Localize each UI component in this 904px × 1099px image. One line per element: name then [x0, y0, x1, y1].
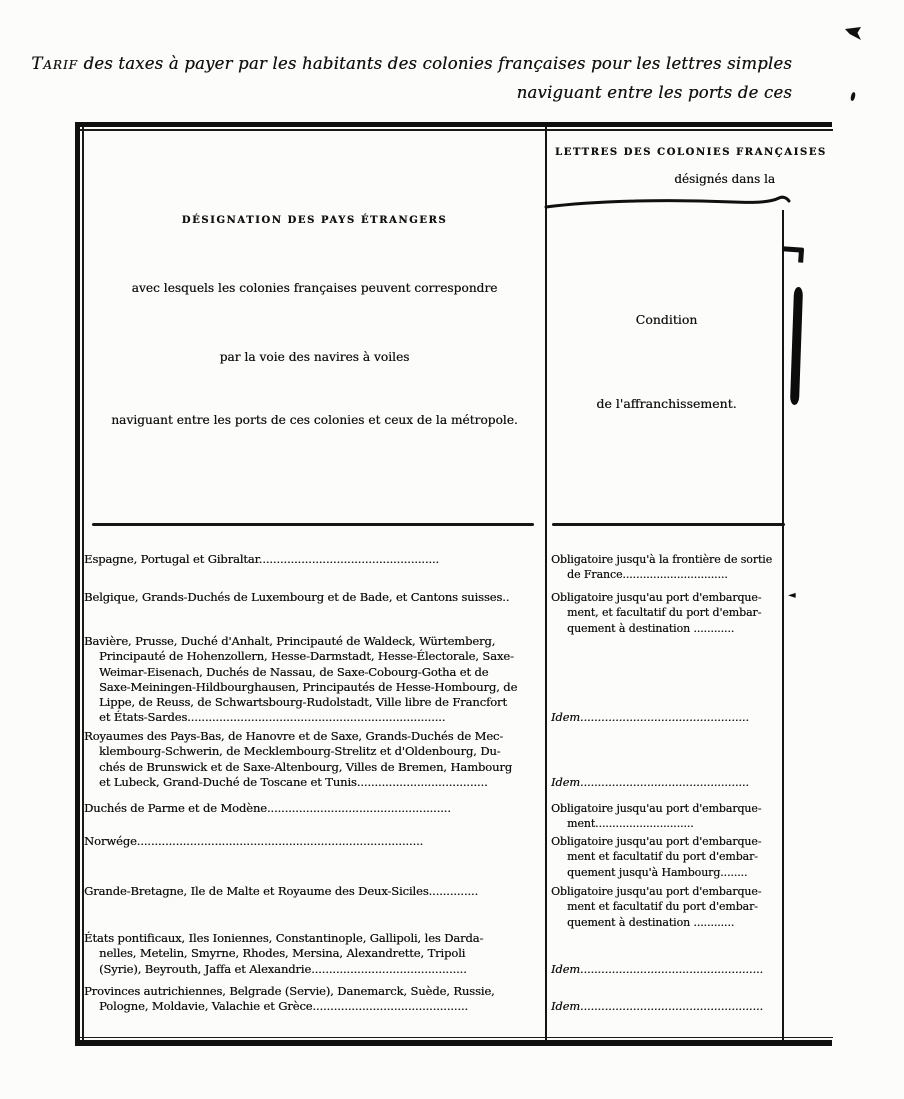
condition-line: Idem....................................................	[551, 999, 764, 1014]
country-line: Pologne, Moldavie, Valachie et Grèce............................................	[99, 999, 468, 1014]
condition-cell	[551, 884, 780, 930]
country-line: Belgique, Grands-Duchés de Luxembourg et de Bade, et Cantons suisses..	[84, 590, 510, 604]
country-cell	[84, 801, 545, 832]
left-column-header-line2: avec lesquels les colonies françaises peuvent correspondre	[131, 281, 498, 295]
country-line: États pontificaux, Iles Ioniennes, Constantinople, Gallipoli, les Darda-	[84, 931, 484, 945]
margin-arrow-mark: ◄	[788, 590, 794, 601]
condition-header-line1: Condition	[635, 312, 698, 327]
title-lead-word: Tarif	[31, 54, 79, 73]
condition-line: Idem....................................................	[551, 961, 764, 976]
condition-cell	[551, 801, 780, 832]
condition-line: quement à destination ............	[567, 915, 735, 929]
condition-column-right-line	[782, 210, 784, 1040]
country-cell	[84, 729, 545, 790]
condition-line: quement à destination ............	[567, 621, 735, 635]
ink-blob-mark	[790, 287, 803, 405]
condition-cell	[551, 729, 780, 790]
country-cell	[84, 634, 545, 726]
country-line: Weimar-Eisenach, Duchés de Nassau, de Saxe-Cobourg-Gotha et de	[99, 664, 489, 679]
country-line: Duchés de Parme et de Modène....................................................	[84, 801, 451, 815]
condition-line: ment et facultatif du port d'embar-	[567, 900, 758, 914]
country-cell	[84, 931, 545, 977]
condition-line: Obligatoire jusqu'au port d'embarque-	[551, 835, 762, 848]
condition-header-line2: de l'affranchissement.	[596, 396, 737, 411]
document-title-line-1	[0, 54, 792, 73]
condition-line: Obligatoire jusqu'à la frontière de sortie	[551, 553, 773, 566]
condition-cell	[551, 590, 780, 636]
country-line: et Lubeck, Grand-Duché de Toscane et Tunis.....................................	[99, 774, 488, 789]
header-separator-left	[92, 523, 534, 526]
country-cell	[84, 834, 545, 880]
condition-line: ment et facultatif du port d'embar-	[567, 850, 758, 864]
inner-border-top	[80, 129, 833, 131]
country-line: Norwége.................................................................................	[84, 834, 424, 848]
country-line: Saxe-Meiningen-Hildbourghausen, Principautés de Hesse-Hombourg, de	[99, 679, 518, 694]
table-row	[80, 884, 780, 930]
table-row	[80, 931, 780, 977]
country-line: (Syrie), Beyrouth, Jaffa et Alexandrie............................................	[99, 961, 467, 976]
right-group-header-title: LETTRES DES COLONIES FRANÇAISES	[555, 147, 827, 158]
country-cell	[84, 884, 545, 930]
table-row	[80, 729, 780, 790]
table-row	[80, 552, 780, 583]
tariff-table	[75, 122, 832, 1046]
left-column-header-line3: par la voie des navires à voiles	[219, 350, 410, 364]
condition-cell	[551, 634, 780, 726]
condition-line: ment, et facultatif du port d'embar-	[567, 606, 762, 620]
stray-ink-mark	[850, 92, 856, 102]
country-line: Bavière, Prusse, Duché d'Anhalt, Principauté de Waldeck, Würtemberg,	[84, 634, 496, 648]
condition-line: Idem................................................	[551, 774, 749, 789]
country-line: Lippe, de Reuss, de Schwartsbourg-Rudolstadt, Ville libre de Francfort	[99, 695, 507, 710]
table-row	[80, 590, 780, 636]
table-row	[80, 834, 780, 880]
page-corner-ink-mark	[845, 27, 861, 40]
country-line: chés de Brunswick et de Saxe-Altenbourg, Villes de Bremen, Hambourg	[99, 759, 512, 774]
condition-line: de France...............................	[567, 568, 728, 582]
country-line: nelles, Metelin, Smyrne, Rhodes, Mersina, Alexandrette, Tripoli	[99, 946, 466, 961]
condition-cell	[551, 834, 780, 880]
country-line: et États-Sardes.........................................................................	[99, 710, 446, 725]
title-line1-rest: des taxes à payer par les habitants des colonies françaises pour les lettres simples	[83, 54, 792, 73]
country-cell	[84, 552, 545, 583]
header-separator-right	[552, 523, 785, 526]
country-line: Provinces autrichiennes, Belgrade (Servie), Danemarck, Suède, Russie,	[84, 984, 495, 998]
inner-border-bottom	[80, 1037, 833, 1039]
condition-line: Obligatoire jusqu'au port d'embarque-	[551, 802, 762, 815]
condition-line: ment.............................	[567, 817, 694, 831]
country-line: Grande-Bretagne, Ile de Malte et Royaume des Deux-Siciles..............	[84, 884, 478, 898]
condition-line: Obligatoire jusqu'au port d'embarque-	[551, 885, 762, 898]
country-line: Principauté de Hohenzollern, Hesse-Darmstadt, Hesse-Électorale, Saxe-	[99, 649, 514, 664]
condition-line: Obligatoire jusqu'au port d'embarque-	[551, 591, 762, 604]
left-column-header-title: DÉSIGNATION DES PAYS ÉTRANGERS	[181, 215, 448, 226]
condition-cell	[551, 552, 780, 583]
document-title-line-2: naviguant entre les ports de ces	[516, 83, 792, 102]
left-column-header-line4: naviguant entre les ports de ces colonies et ceux de la métropole.	[111, 413, 518, 427]
table-row	[80, 984, 780, 1015]
condition-line: quement jusqu'à Hambourg........	[567, 865, 748, 879]
condition-cell	[551, 931, 780, 977]
right-group-header-subtitle: désignés dans la	[674, 172, 775, 186]
condition-line: Idem................................................	[551, 710, 749, 725]
hand-drawn-rule	[543, 195, 793, 213]
country-cell	[84, 984, 545, 1015]
country-line: Royaumes des Pays-Bas, de Hanovre et de Saxe, Grands-Duchés de Mec-	[84, 729, 504, 743]
country-line: klembourg-Schwerin, de Mecklembourg-Strelitz et d'Oldenbourg, Du-	[99, 744, 501, 759]
margin-tick-mark	[782, 246, 804, 253]
country-line: Espagne, Portugal et Gibraltar...................................................	[84, 552, 439, 566]
table-row	[80, 634, 780, 726]
country-cell	[84, 590, 545, 636]
condition-cell	[551, 984, 780, 1015]
table-row	[80, 801, 780, 832]
